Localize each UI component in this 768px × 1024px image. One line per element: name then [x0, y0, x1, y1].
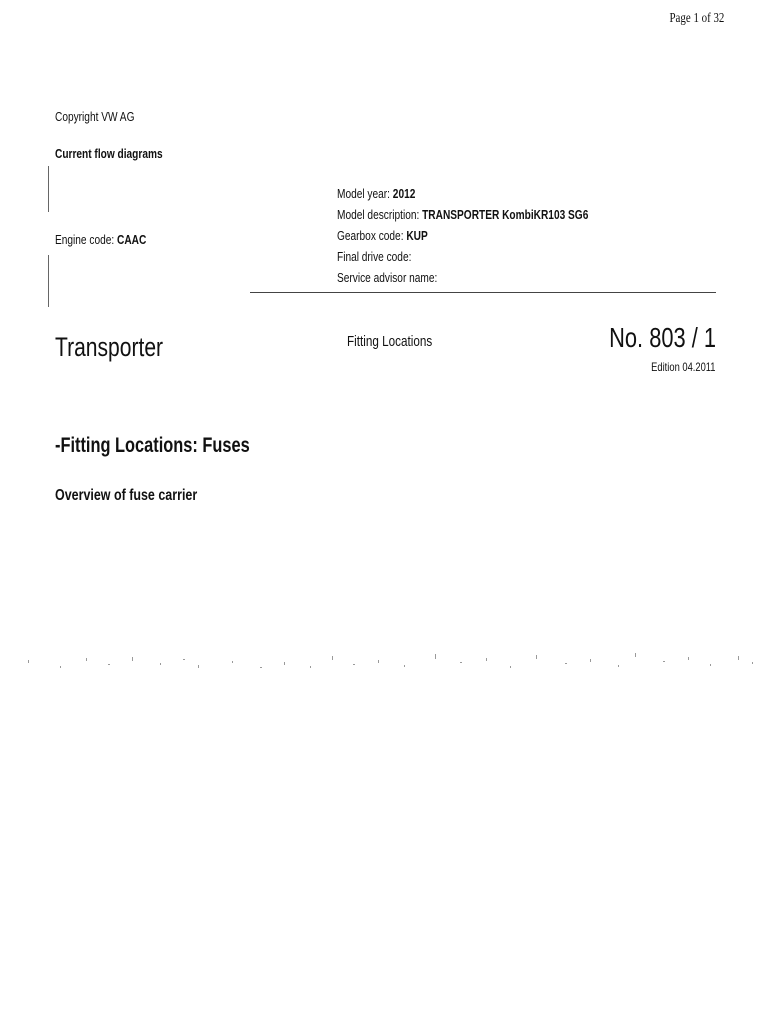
document-number: No. 803 / 1	[609, 322, 716, 353]
final-drive-code-row	[337, 246, 588, 267]
model-description-label: Model description:	[337, 207, 420, 222]
service-advisor-label: Service advisor name:	[337, 270, 438, 285]
service-advisor-row	[337, 267, 588, 288]
header-divider	[250, 292, 716, 293]
scan-margin-mark	[48, 166, 49, 212]
model-description-row	[337, 204, 588, 225]
main-heading: -Fitting Locations: Fuses	[55, 434, 250, 457]
document-type: Current flow diagrams	[55, 146, 163, 161]
gearbox-code-row	[337, 225, 588, 246]
vehicle-info-block	[337, 183, 588, 288]
scan-margin-mark	[48, 255, 49, 307]
engine-code-label: Engine code:	[55, 232, 115, 247]
model-year-label: Model year:	[337, 186, 390, 201]
page-number: Page 1 of 32	[669, 11, 724, 26]
final-drive-code-label: Final drive code:	[337, 249, 412, 264]
section-name: Fitting Locations	[347, 333, 433, 350]
engine-code	[55, 232, 146, 247]
model-name: Transporter	[55, 332, 164, 362]
model-year-value: 2012	[392, 186, 416, 201]
copyright-notice: Copyright VW AG	[55, 109, 135, 124]
engine-code-value: CAAC	[117, 232, 147, 247]
model-description-value: TRANSPORTER KombiKR103 SG6	[422, 207, 589, 222]
edition: Edition 04.2011	[651, 360, 716, 374]
model-year-row	[337, 183, 588, 204]
gearbox-code-value: KUP	[406, 228, 428, 243]
sub-heading: Overview of fuse carrier	[55, 487, 198, 504]
scan-noise	[28, 653, 753, 668]
gearbox-code-label: Gearbox code:	[337, 228, 404, 243]
scan-speckle-row	[20, 648, 760, 678]
